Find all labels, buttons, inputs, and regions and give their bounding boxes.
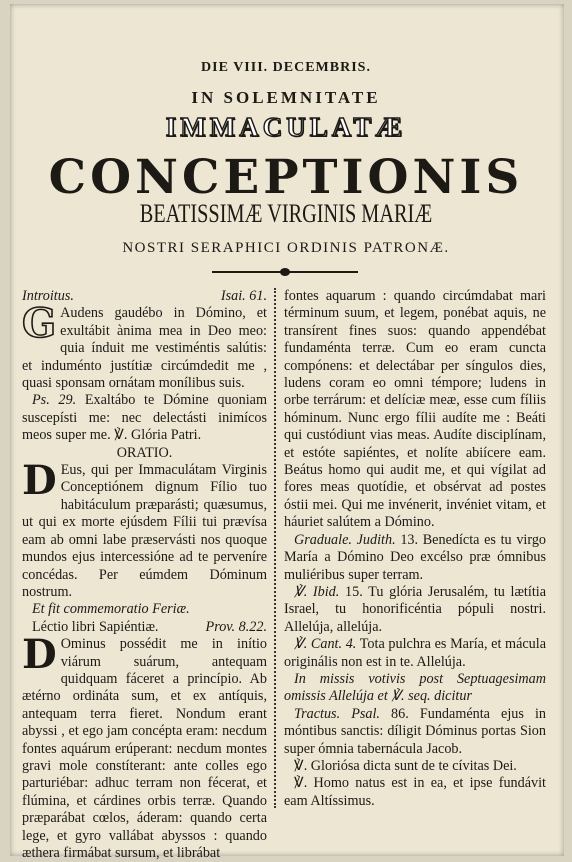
gradual-verse-2-ref: ℣. Cant. 4. — [294, 636, 357, 653]
lectio-initial: D — [22, 631, 57, 679]
oratio-initial: D — [22, 457, 57, 505]
introit-text: Audens gaudébo in Dómino, et exultábit ànima mea in Deo meo: quia índuit me vestiméntis salútis: et induménto justítiæ circúmdedit me , quasi sponsam ornátam monílibus suis. — [22, 305, 267, 392]
ornament-diamond-icon — [280, 268, 290, 276]
tract-text: 86. Fundaménta ejus in móntibus sanctis: díligit Dóminus portas Sion super ómnia tabernácula Jacob. — [284, 705, 547, 757]
conceptionis-title: CONCEPTIONIS — [48, 150, 524, 205]
oratio-paragraph — [22, 457, 267, 601]
gradual-heading: Graduale. Judith. — [294, 531, 396, 548]
lectio-heading-line — [22, 619, 267, 636]
introit-heading-line — [22, 288, 267, 305]
lectio-reference: Prov. 8.22. — [205, 618, 267, 635]
psalm-text: Exaltábo te Dómine quoniam suscepísti me: nec delectásti inimícos meos super me. — [22, 392, 267, 444]
gradual-verse-2-text: Tota pulchra es María, et mácula originális non est in te. Allelúja. — [284, 636, 546, 670]
introit-paragraph — [22, 300, 267, 392]
lectio-paragraph — [22, 631, 267, 862]
column-divider — [274, 288, 276, 808]
psalm-reference: Ps. 29. — [32, 392, 77, 409]
psalm-gloria: ℣. Glória Patri. — [114, 427, 202, 444]
gradual-verse-1-text: 15. Tu glória Jerusalém, tu lætítia Israel, tu honorificéntia pópuli nostri. Allelúja, allelúja. — [284, 583, 546, 635]
tract-verse-1: ℣. Gloriósa dicta sunt de te cívitas Dei. — [294, 757, 517, 774]
introit-heading: Introitus. — [22, 288, 74, 304]
oratio-heading: ORATIO. — [116, 444, 173, 461]
introit-initial: G — [22, 300, 57, 348]
gradual-paragraph — [284, 532, 546, 584]
lectio-heading: Léctio libri Sapiéntiæ. — [32, 618, 159, 635]
day-heading: DIE VIII. DECEMBRIS. — [201, 60, 371, 75]
gradual-verse-2 — [284, 636, 546, 671]
lectio-continued: fontes aquarum : quando circúmdabat mari términum suum, et legem, ponébat aquis, ne transírent fines suos: quando appendébat fundaménta terræ. Cum eo eram cuncta compónens: et delectábar per síngulos dies, ludens coram eo omni témpore; ludens in orbe terrárum: et delíciæ meæ, esse cum fíliis hóminum. Nunc ergo fílii audíte me : Beáti qui custódiunt vias meas. Audíte disciplínam, et estóte sapiéntes, et nolíte abiícere eam. Beátus homo qui audit me, et qui vígilat ad fores meas quotídie, et obsérvat ad postes óstii mei. Qui me invénerit, invéniet vitam, et háuriet salútem a Dómino. — [284, 288, 546, 531]
beatissimae-title: BEATISSIMÆ VIRGINIS MARIÆ — [139, 199, 433, 228]
gradual-verse-1 — [284, 584, 546, 636]
lectio-text: Ominus possédit me in inítio viárum suárum, antequam quidquam fáceret a princípio. Ab ætérno ordináta sum, et ex antíquis, antequam terra fieret. Nondum erant abyssi , et ego jam concépta eram: necdum fontes aquárum erúperant: necdum montes gravi mole constíterant: ante colles ego parturiébar: adhuc terram non fécerat, et flúmina, et cárdines orbis terræ. Quando præparábat cœlos, áderam: quando certa lege, et gyro vallábat abyssos : quando æthera firmábat sursum, et librábat — [22, 636, 267, 861]
votive-note: In missis votivis post Septuagesimam omissis Allelúja et ℣. seq. dicitur — [284, 670, 546, 705]
tract-verse-2: ℣. Homo natus est in ea, et ipse fundávit eam Altíssimus. — [284, 775, 546, 809]
commemoratio-note: Et fit commemoratio Feriæ. — [32, 601, 190, 618]
left-column — [22, 288, 267, 862]
oratio-text: Eus, qui per Immaculátam Virginis Conceptiónem dignum Fílio tuo habitáculum præparásti; quæsumus, ut qui ex morte ejúsdem Fílii tui prævísa eam ab omni labe præservásti nos quoque mundos ejus intercessióne ad te perveníre concédas. Per eúmdem Dóminum nostrum. — [22, 462, 267, 600]
gradual-text: 13. Benedícta es tu virgo María a Dómino Deo excélso præ ómnibus muliéribus super terram. — [284, 531, 547, 583]
gradual-verse-1-ref: ℣. Ibid. — [294, 583, 340, 600]
tract-paragraph — [284, 706, 546, 758]
psalm-paragraph — [22, 392, 267, 444]
introit-reference: Isai. 61. — [220, 288, 267, 304]
tract-heading: Tractus. Psal. — [294, 705, 380, 722]
patronae-subtitle: NOSTRI SERAPHICI ORDINIS PATRONÆ. — [122, 240, 450, 256]
solemnity-heading: IN SOLEMNITATE — [191, 88, 381, 107]
immaculatae-title: IMMACULATÆ — [165, 112, 407, 142]
right-column — [284, 288, 546, 810]
